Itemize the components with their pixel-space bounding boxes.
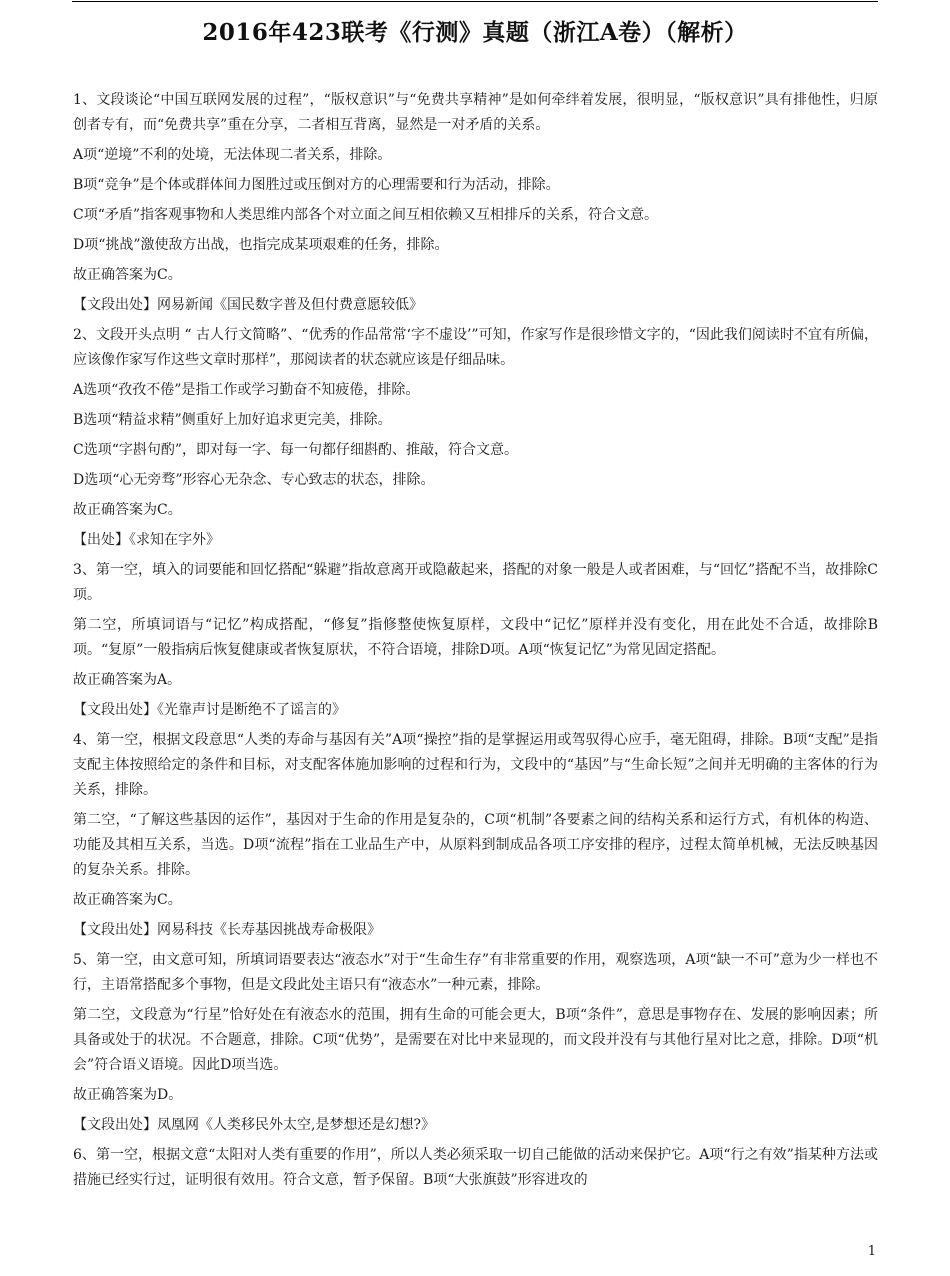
paragraph: A项“逆境”不利的处境，无法体现二者关系，排除。 — [73, 147, 392, 163]
paragraph: 2、文段开头点明 “ 古人行文简略”、“优秀的作品常常‘字不虚设’”可知，作家写作是很珍惜文字的，“因此我们阅读时不宜有所偏，应该像作家写作这些文章时那样”，那阅读者的状态就应该是仔细品味。 — [73, 327, 878, 368]
document-title: 2016年423联考《行测》真题（浙江A卷）（解析） — [202, 19, 748, 46]
paragraph: 故正确答案为C。 — [73, 892, 182, 908]
paragraph: 故正确答案为D。 — [73, 1087, 183, 1103]
paragraph: B项“竞争”是个体或群体间力图胜过或压倒对方的心理需要和行为活动，排除。 — [73, 177, 560, 193]
paragraph: 3、第一空，填入的词要能和回忆搭配“躲避”指故意离开或隐蔽起来，搭配的对象一般是人或者困难，与“回忆”搭配不当，故排除C项。 — [73, 562, 878, 603]
paragraph: 1、文段谈论“中国互联网发展的过程”，“版权意识”与“免费共享精神”是如何牵绊着发展，很明显，“版权意识”具有排他性，归原创者专有，而“免费共享”重在分享，二者相互背离，显然是一对矛盾的关系。 — [73, 92, 878, 133]
source-note: 【文段出处】《光靠声讨是断绝不了谣言的》 — [73, 702, 346, 718]
paragraph: 6、第一空，根据文意“太阳对人类有重要的作用”，所以人类必须采取一切自己能做的活动来保护它。A项“行之有效”指某种方法或措施已经实行过，证明很有效用。符合文意，暂予保留。B项“大张旗鼓”形容进攻的 — [73, 1147, 878, 1188]
source-note: 【文段出处】凤凰网《人类移民外太空,是梦想还是幻想?》 — [73, 1117, 435, 1133]
source-note: 【出处】《求知在字外》 — [73, 532, 220, 548]
top-rule — [72, 1, 878, 2]
source-note: 【文段出处】网易科技《长寿基因挑战寿命极限》 — [73, 922, 381, 938]
paragraph: D项“挑战”激使敌方出战，也指完成某项艰难的任务，排除。 — [73, 237, 449, 253]
paragraph: 第二空，文段意为“行星”恰好处在有液态水的范围，拥有生命的可能会更大，B项“条件”，意思是事物存在、发展的影响因素；所具备或处于的状况。不合题意，排除。C项“优势”，是需要在对比中来显现的，而文段并没有与其他行星对比之意，排除。D项“机会”符合语义语境。因此D项当选。 — [73, 1007, 878, 1073]
paragraph: B选项“精益求精”侧重好上加好追求更完美，排除。 — [73, 412, 392, 428]
paragraph: 4、第一空，根据文段意思“人类的寿命与基因有关”A项“操控”指的是掌握运用或驾驭得心应手，毫无阻碍，排除。B项“支配”是指支配主体按照给定的条件和目标，对支配客体施加影响的过程和行为，文段中的“基因”与“生命长短”之间并无明确的主客体的行为关系，排除。 — [73, 732, 878, 798]
paragraph: A选项“孜孜不倦”是指工作或学习勤奋不知疲倦，排除。 — [73, 382, 420, 398]
page-number: 1 — [867, 1244, 876, 1259]
paragraph: D选项“心无旁骛”形容心无杂念、专心致志的状态，排除。 — [73, 472, 435, 488]
paragraph: 故正确答案为C。 — [73, 502, 182, 518]
paragraph: C选项“字斟句酌”，即对每一字、每一句都仔细斟酌、推敲，符合文意。 — [73, 442, 519, 458]
document-body — [73, 88, 878, 1198]
paragraph: 故正确答案为C。 — [73, 267, 182, 283]
source-note: 【文段出处】网易新闻《国民数字普及但付费意愿较低》 — [73, 297, 423, 313]
paragraph: 故正确答案为A。 — [73, 672, 182, 688]
paragraph: 第二空，“了解这些基因的运作”，基因对于生命的作用是复杂的，C项“机制”各要素之间的结构关系和运行方式，有机体的构造、功能及其相互关系，当选。D项“流程”指在工业品生产中，从原料到制成品各项工序安排的程序，过程太简单机械，无法反映基因的复杂关系。排除。 — [73, 812, 878, 878]
paragraph: 5、第一空，由文意可知，所填词语要表达“液态水”对于“生命生存”有非常重要的作用，观察选项，A项“缺一不可”意为少一样也不行，主语常搭配多个事物，但是文段此处主语只有“液态水”一种元素，排除。 — [73, 952, 878, 993]
paragraph: 第二空，所填词语与“记忆”构成搭配，“修复”指修整使恢复原样，文段中“记忆”原样并没有变化，用在此处不合适，故排除B项。“复原”一般指病后恢复健康或者恢复原状，不符合语境，排除D项。A项“恢复记忆”为常见固定搭配。 — [73, 617, 878, 658]
paragraph: C项“矛盾”指客观事物和人类思维内部各个对立面之间互相依赖又互相排斥的关系，符合文意。 — [73, 207, 659, 223]
